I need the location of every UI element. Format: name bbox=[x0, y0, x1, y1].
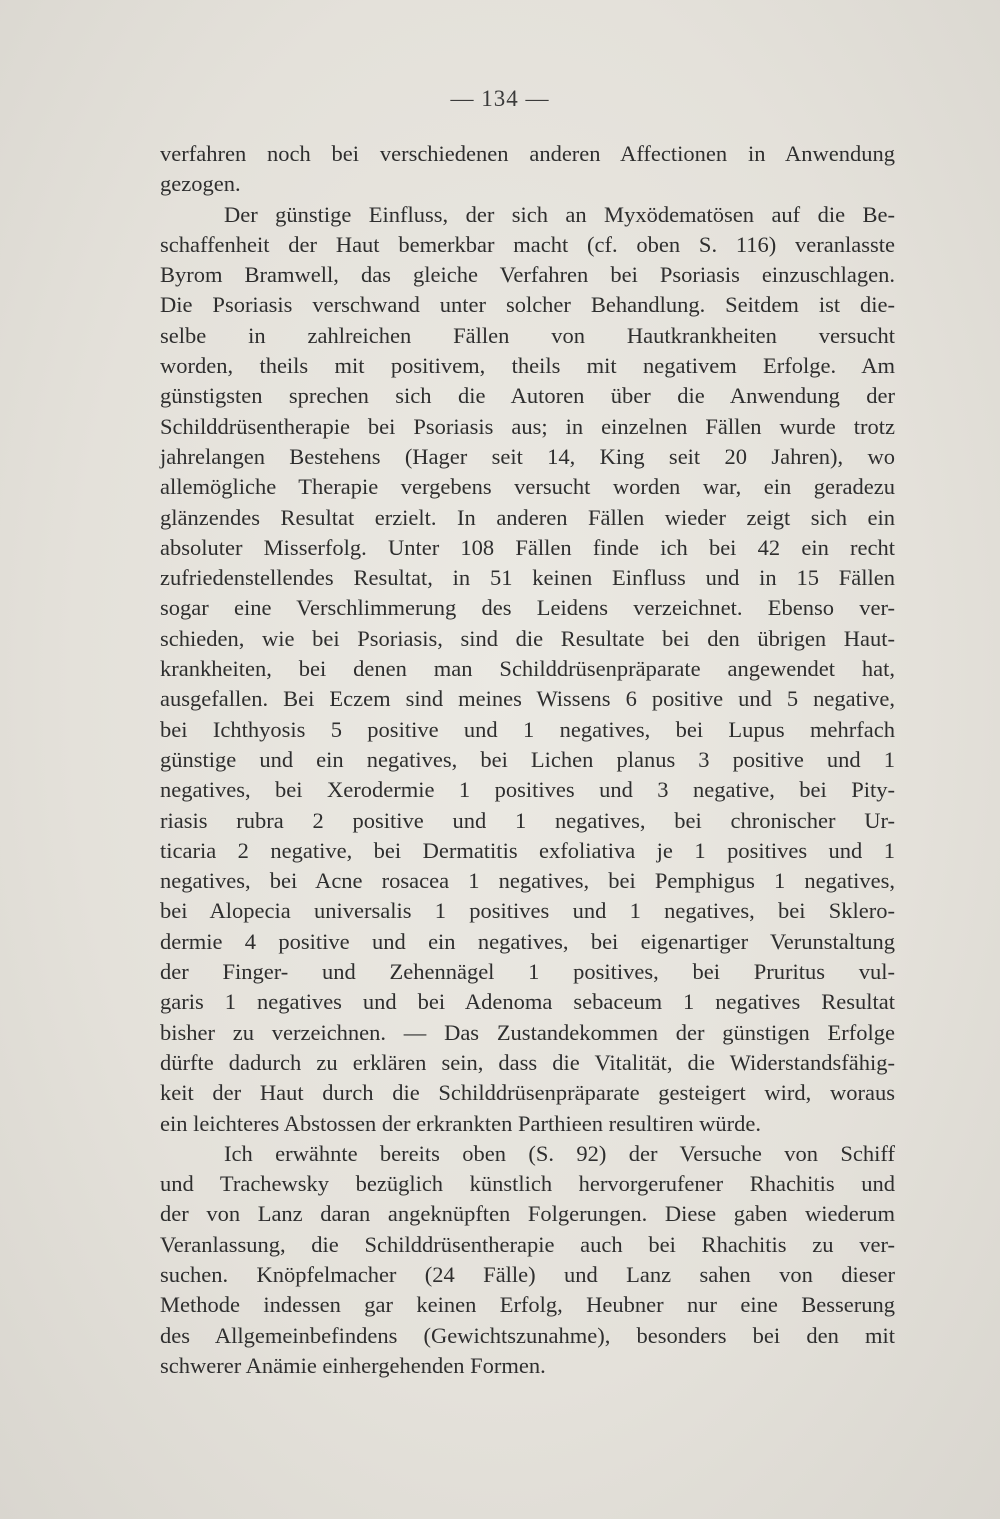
text-line: Schilddrüsentherapie bei Psoriasis aus; in einzelnen Fällen wurde trotz bbox=[160, 413, 895, 439]
text-line: bei Ichthyosis 5 positive und 1 negatives, bei Lupus mehrfach bbox=[160, 716, 895, 742]
text-line: verfahren noch bei verschiedenen anderen Affectionen in Anwendung bbox=[160, 141, 895, 166]
text-line: bisher zu verzeichnen. — Das Zustandekommen der günstigen Erfolge bbox=[160, 1019, 895, 1045]
text-line: zufriedenstellendes Resultat, in 51 keinen Einfluss und in 15 Fällen bbox=[160, 565, 895, 591]
text-line: dermie 4 positive und ein negatives, bei eigenartiger Verunstaltung bbox=[160, 928, 895, 954]
text-line: der Finger- und Zehennägel 1 positives, bei Pruritus vul- bbox=[160, 959, 895, 985]
text-line: der von Lanz daran angeknüpften Folgerungen. Diese gaben wiederum bbox=[160, 1201, 895, 1227]
text-line: günstige und ein negatives, bei Lichen planus 3 positive und 1 bbox=[160, 746, 895, 772]
text-line: günstigsten sprechen sich die Autoren über die Anwendung der bbox=[160, 383, 895, 409]
text-line: riasis rubra 2 positive und 1 negatives, bei chronischer Ur- bbox=[160, 807, 895, 833]
text-line: des Allgemeinbefindens (Gewichtszunahme), besonders bei den mit bbox=[160, 1322, 895, 1348]
text-line: krankheiten, bei denen man Schilddrüsenpräparate angewendet hat, bbox=[160, 656, 895, 682]
text-line: schwerer Anämie einhergehenden Formen. bbox=[160, 1352, 546, 1378]
text-line: Der günstige Einfluss, der sich an Myxödematösen auf die Be- bbox=[224, 201, 895, 227]
text-line: sogar eine Verschlimmerung des Leidens verzeichnet. Ebenso ver- bbox=[160, 595, 895, 621]
text-line: schieden, wie bei Psoriasis, sind die Resultate bei den übrigen Haut- bbox=[160, 625, 895, 651]
text-line: jahrelangen Bestehens (Hager seit 14, King seit 20 Jahren), wo bbox=[160, 443, 895, 469]
text-line: ticaria 2 negative, bei Dermatitis exfoliativa je 1 positives und 1 bbox=[160, 837, 895, 863]
text-line: Veranlassung, die Schilddrüsentherapie auch bei Rhachitis zu ver- bbox=[160, 1231, 895, 1257]
page-number: — 134 — bbox=[450, 86, 550, 111]
text-line: worden, theils mit positivem, theils mit negativem Erfolge. Am bbox=[160, 353, 895, 379]
text-line: dürfte dadurch zu erklären sein, dass die Vitalität, die Widerstandsfähig- bbox=[160, 1049, 895, 1075]
text-line: und Trachewsky bezüglich künstlich hervorgerufener Rhachitis und bbox=[160, 1171, 895, 1197]
text-line: allemögliche Therapie vergebens versucht worden war, ein geradezu bbox=[160, 474, 895, 500]
body-text bbox=[160, 139, 895, 1381]
text-line: negatives, bei Acne rosacea 1 negatives, bei Pemphigus 1 negatives, bbox=[160, 868, 895, 894]
text-line: bei Alopecia universalis 1 positives und 1 negatives, bei Sklero- bbox=[160, 898, 895, 924]
text-line: negatives, bei Xerodermie 1 positives und 3 negative, bei Pity- bbox=[160, 777, 895, 803]
text-line: schaffenheit der Haut bemerkbar macht (cf. oben S. 116) veranlasste bbox=[160, 231, 895, 257]
text-line: garis 1 negatives und bei Adenoma sebaceum 1 negatives Resultat bbox=[160, 989, 895, 1015]
text-line: gezogen. bbox=[160, 171, 241, 197]
text-line: glänzendes Resultat erzielt. In anderen Fällen wieder zeigt sich ein bbox=[160, 504, 895, 530]
text-line: selbe in zahlreichen Fällen von Hautkrankheiten versucht bbox=[160, 322, 895, 348]
text-line: absoluter Misserfolg. Unter 108 Fällen finde ich bei 42 ein recht bbox=[160, 534, 895, 560]
text-line: Ich erwähnte bereits oben (S. 92) der Versuche von Schiff bbox=[224, 1140, 895, 1166]
text-line: keit der Haut durch die Schilddrüsenpräparate gesteigert wird, woraus bbox=[160, 1080, 895, 1106]
text-line: ein leichteres Abstossen der erkrankten Parthieen resultiren würde. bbox=[160, 1110, 762, 1136]
text-line: suchen. Knöpfelmacher (24 Fälle) und Lanz sahen von dieser bbox=[160, 1261, 895, 1287]
text-line: Methode indessen gar keinen Erfolg, Heubner nur eine Besserung bbox=[160, 1292, 895, 1318]
text-line: Die Psoriasis verschwand unter solcher Behandlung. Seitdem ist die- bbox=[160, 292, 895, 318]
text-line: Byrom Bramwell, das gleiche Verfahren bei Psoriasis einzuschlagen. bbox=[160, 262, 895, 288]
text-line: ausgefallen. Bei Eczem sind meines Wissens 6 positive und 5 negative, bbox=[160, 686, 895, 712]
